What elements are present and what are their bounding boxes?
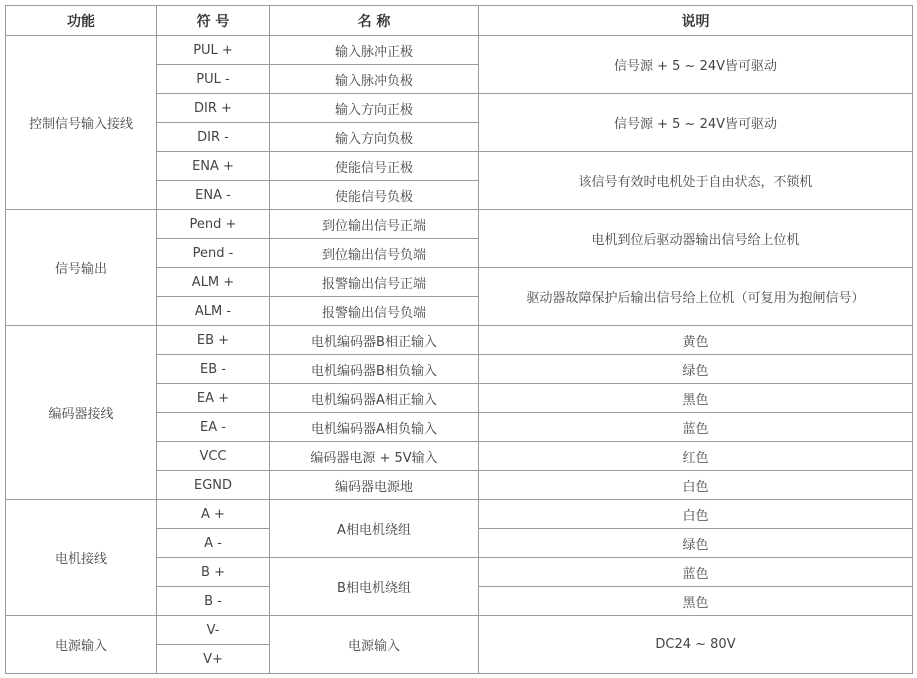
group-control-input: 控制信号输入接线 bbox=[6, 36, 157, 210]
desc-cell: 电机到位后驱动器输出信号给上位机 bbox=[479, 210, 913, 268]
header-row bbox=[6, 6, 913, 36]
group-signal-output: 信号输出 bbox=[6, 210, 157, 326]
header-function: 功能 bbox=[6, 6, 157, 36]
name-cell: 电机编码器A相正输入 bbox=[270, 384, 479, 413]
header-name: 名 称 bbox=[270, 6, 479, 36]
wiring-spec-table bbox=[5, 5, 913, 674]
symbol-cell: B + bbox=[157, 558, 270, 587]
symbol-cell: EB - bbox=[157, 355, 270, 384]
group-power: 电源输入 bbox=[6, 616, 157, 674]
desc-cell: 白色 bbox=[479, 500, 913, 529]
desc-cell: 信号源 + 5 ~ 24V皆可驱动 bbox=[479, 94, 913, 152]
table-row bbox=[6, 616, 913, 645]
table-row bbox=[6, 500, 913, 529]
desc-cell: 白色 bbox=[479, 471, 913, 500]
name-cell: B相电机绕组 bbox=[270, 558, 479, 616]
name-cell: 电机编码器B相正输入 bbox=[270, 326, 479, 355]
header-symbol: 符 号 bbox=[157, 6, 270, 36]
name-cell: 输入方向正极 bbox=[270, 94, 479, 123]
symbol-cell: A - bbox=[157, 529, 270, 558]
symbol-cell: DIR - bbox=[157, 123, 270, 152]
symbol-cell: ALM - bbox=[157, 297, 270, 326]
desc-cell: 红色 bbox=[479, 442, 913, 471]
symbol-cell: Pend + bbox=[157, 210, 270, 239]
desc-cell: 该信号有效时电机处于自由状态，不锁机 bbox=[479, 152, 913, 210]
desc-cell: 驱动器故障保护后输出信号给上位机（可复用为抱闸信号） bbox=[479, 268, 913, 326]
symbol-cell: EA - bbox=[157, 413, 270, 442]
symbol-cell: ENA - bbox=[157, 181, 270, 210]
desc-cell: 信号源 + 5 ~ 24V皆可驱动 bbox=[479, 36, 913, 94]
symbol-cell: A + bbox=[157, 500, 270, 529]
name-cell: 电源输入 bbox=[270, 616, 479, 674]
symbol-cell: PUL + bbox=[157, 36, 270, 65]
name-cell: 输入方向负极 bbox=[270, 123, 479, 152]
name-cell: 输入脉冲负极 bbox=[270, 65, 479, 94]
name-cell: 到位输出信号负端 bbox=[270, 239, 479, 268]
symbol-cell: PUL - bbox=[157, 65, 270, 94]
symbol-cell: VCC bbox=[157, 442, 270, 471]
header-description: 说明 bbox=[479, 6, 913, 36]
name-cell: 到位输出信号正端 bbox=[270, 210, 479, 239]
desc-cell: 蓝色 bbox=[479, 558, 913, 587]
name-cell: 电机编码器A相负输入 bbox=[270, 413, 479, 442]
symbol-cell: B - bbox=[157, 587, 270, 616]
table-row bbox=[6, 210, 913, 239]
group-encoder: 编码器接线 bbox=[6, 326, 157, 500]
name-cell: 报警输出信号负端 bbox=[270, 297, 479, 326]
desc-cell: 黑色 bbox=[479, 587, 913, 616]
symbol-cell: DIR + bbox=[157, 94, 270, 123]
name-cell: 使能信号负极 bbox=[270, 181, 479, 210]
symbol-cell: Pend - bbox=[157, 239, 270, 268]
desc-cell: 黄色 bbox=[479, 326, 913, 355]
name-cell: 编码器电源 + 5V输入 bbox=[270, 442, 479, 471]
name-cell: 报警输出信号正端 bbox=[270, 268, 479, 297]
symbol-cell: EA + bbox=[157, 384, 270, 413]
desc-cell: 绿色 bbox=[479, 355, 913, 384]
name-cell: 编码器电源地 bbox=[270, 471, 479, 500]
symbol-cell: V- bbox=[157, 616, 270, 645]
desc-cell: DC24 ~ 80V bbox=[479, 616, 913, 674]
group-motor: 电机接线 bbox=[6, 500, 157, 616]
symbol-cell: EGND bbox=[157, 471, 270, 500]
table-row bbox=[6, 326, 913, 355]
symbol-cell: ALM + bbox=[157, 268, 270, 297]
table-row bbox=[6, 36, 913, 65]
name-cell: 电机编码器B相负输入 bbox=[270, 355, 479, 384]
desc-cell: 绿色 bbox=[479, 529, 913, 558]
symbol-cell: ENA + bbox=[157, 152, 270, 181]
desc-cell: 蓝色 bbox=[479, 413, 913, 442]
desc-cell: 黑色 bbox=[479, 384, 913, 413]
symbol-cell: EB + bbox=[157, 326, 270, 355]
name-cell: 输入脉冲正极 bbox=[270, 36, 479, 65]
symbol-cell: V+ bbox=[157, 645, 270, 674]
name-cell: 使能信号正极 bbox=[270, 152, 479, 181]
name-cell: A相电机绕组 bbox=[270, 500, 479, 558]
